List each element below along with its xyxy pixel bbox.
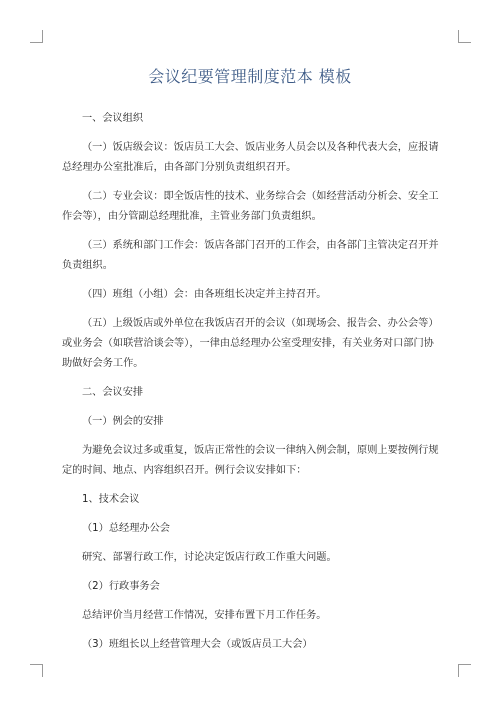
paragraph-gap (62, 276, 442, 285)
paragraph-gap (62, 481, 442, 490)
body-text-line: 一、会议组织 (82, 113, 144, 124)
document-title: 会议纪要管理制度范本 模板 (148, 67, 352, 86)
paragraph-gap (62, 568, 442, 577)
body-text-line: 为避免会议过多或重复，饭店正常性的会议一律纳入例会制，原则上要按例行规 (82, 445, 439, 456)
paragraph-gap (62, 539, 442, 548)
paragraph-gap (62, 403, 442, 412)
crop-mark-bottom-right (458, 664, 471, 677)
paragraph-gap (62, 227, 442, 236)
paragraph-gap (62, 374, 442, 383)
body-text-line: （1）总经理办公会 (82, 523, 170, 534)
crop-mark-top-left (30, 30, 43, 43)
crop-mark-top-right (458, 30, 471, 43)
body-text-line: （一）饭店级会议：饭店员工大会、饭店业务人员会以及各种代表大会，应报请 (82, 142, 439, 153)
document-body (62, 109, 442, 655)
body-text-line: （五）上级饭店或外单位在我饭店召开的会议（如现场会、报告会、办公会等） (82, 318, 439, 329)
paragraph-gap (62, 626, 442, 635)
body-text-line: （3）班组长以上经营管理大会（或饭店员工大会） (82, 639, 313, 650)
paragraph-gap (62, 178, 442, 187)
body-text-line: （2）行政事务会 (82, 581, 160, 592)
body-text-line: 或业务会（如联营洽谈会等），一律由总经理办公室受理安排，有关业务对口部门协 (62, 338, 434, 349)
body-text-line: 总结评价当月经营工作情况，安排布置下月工作任务。 (82, 610, 327, 621)
body-text-line: 1、技术会议 (82, 494, 140, 505)
body-text-line: 作会等），由分管副总经理批准，主管业务部门负责组织。 (62, 211, 322, 222)
paragraph-gap (62, 129, 442, 138)
body-text-line: （一）例会的安排 (82, 416, 164, 427)
body-text-line: 助做好会务工作。 (62, 358, 144, 369)
body-text-line: 定的时间、地点、内容组织召开。例行会议安排如下： (62, 465, 307, 476)
body-text-line: （三）系统和部门工作会：饭店各部门召开的工作会，由各部门主管决定召开并 (82, 240, 439, 251)
body-text-line: （二）专业会议：即全饭店性的技术、业务综合会（如经营活动分析会、安全工 (82, 191, 439, 202)
body-text-line: 总经理办公室批准后，由各部门分别负责组织召开。 (62, 162, 297, 173)
paragraph-gap (62, 305, 442, 314)
paragraph-gap (62, 432, 442, 441)
crop-mark-bottom-left (30, 664, 43, 677)
paragraph-gap (62, 510, 442, 519)
body-text-line: 研究、部署行政工作，讨论决定饭店行政工作重大问题。 (82, 552, 337, 563)
paragraph-gap (62, 597, 442, 606)
body-text-line: （四）班组（小组）会：由各班组长决定并主持召开。 (82, 289, 327, 300)
body-text-line: 负责组织。 (62, 260, 113, 271)
body-text-line: 二、会议安排 (82, 387, 144, 398)
